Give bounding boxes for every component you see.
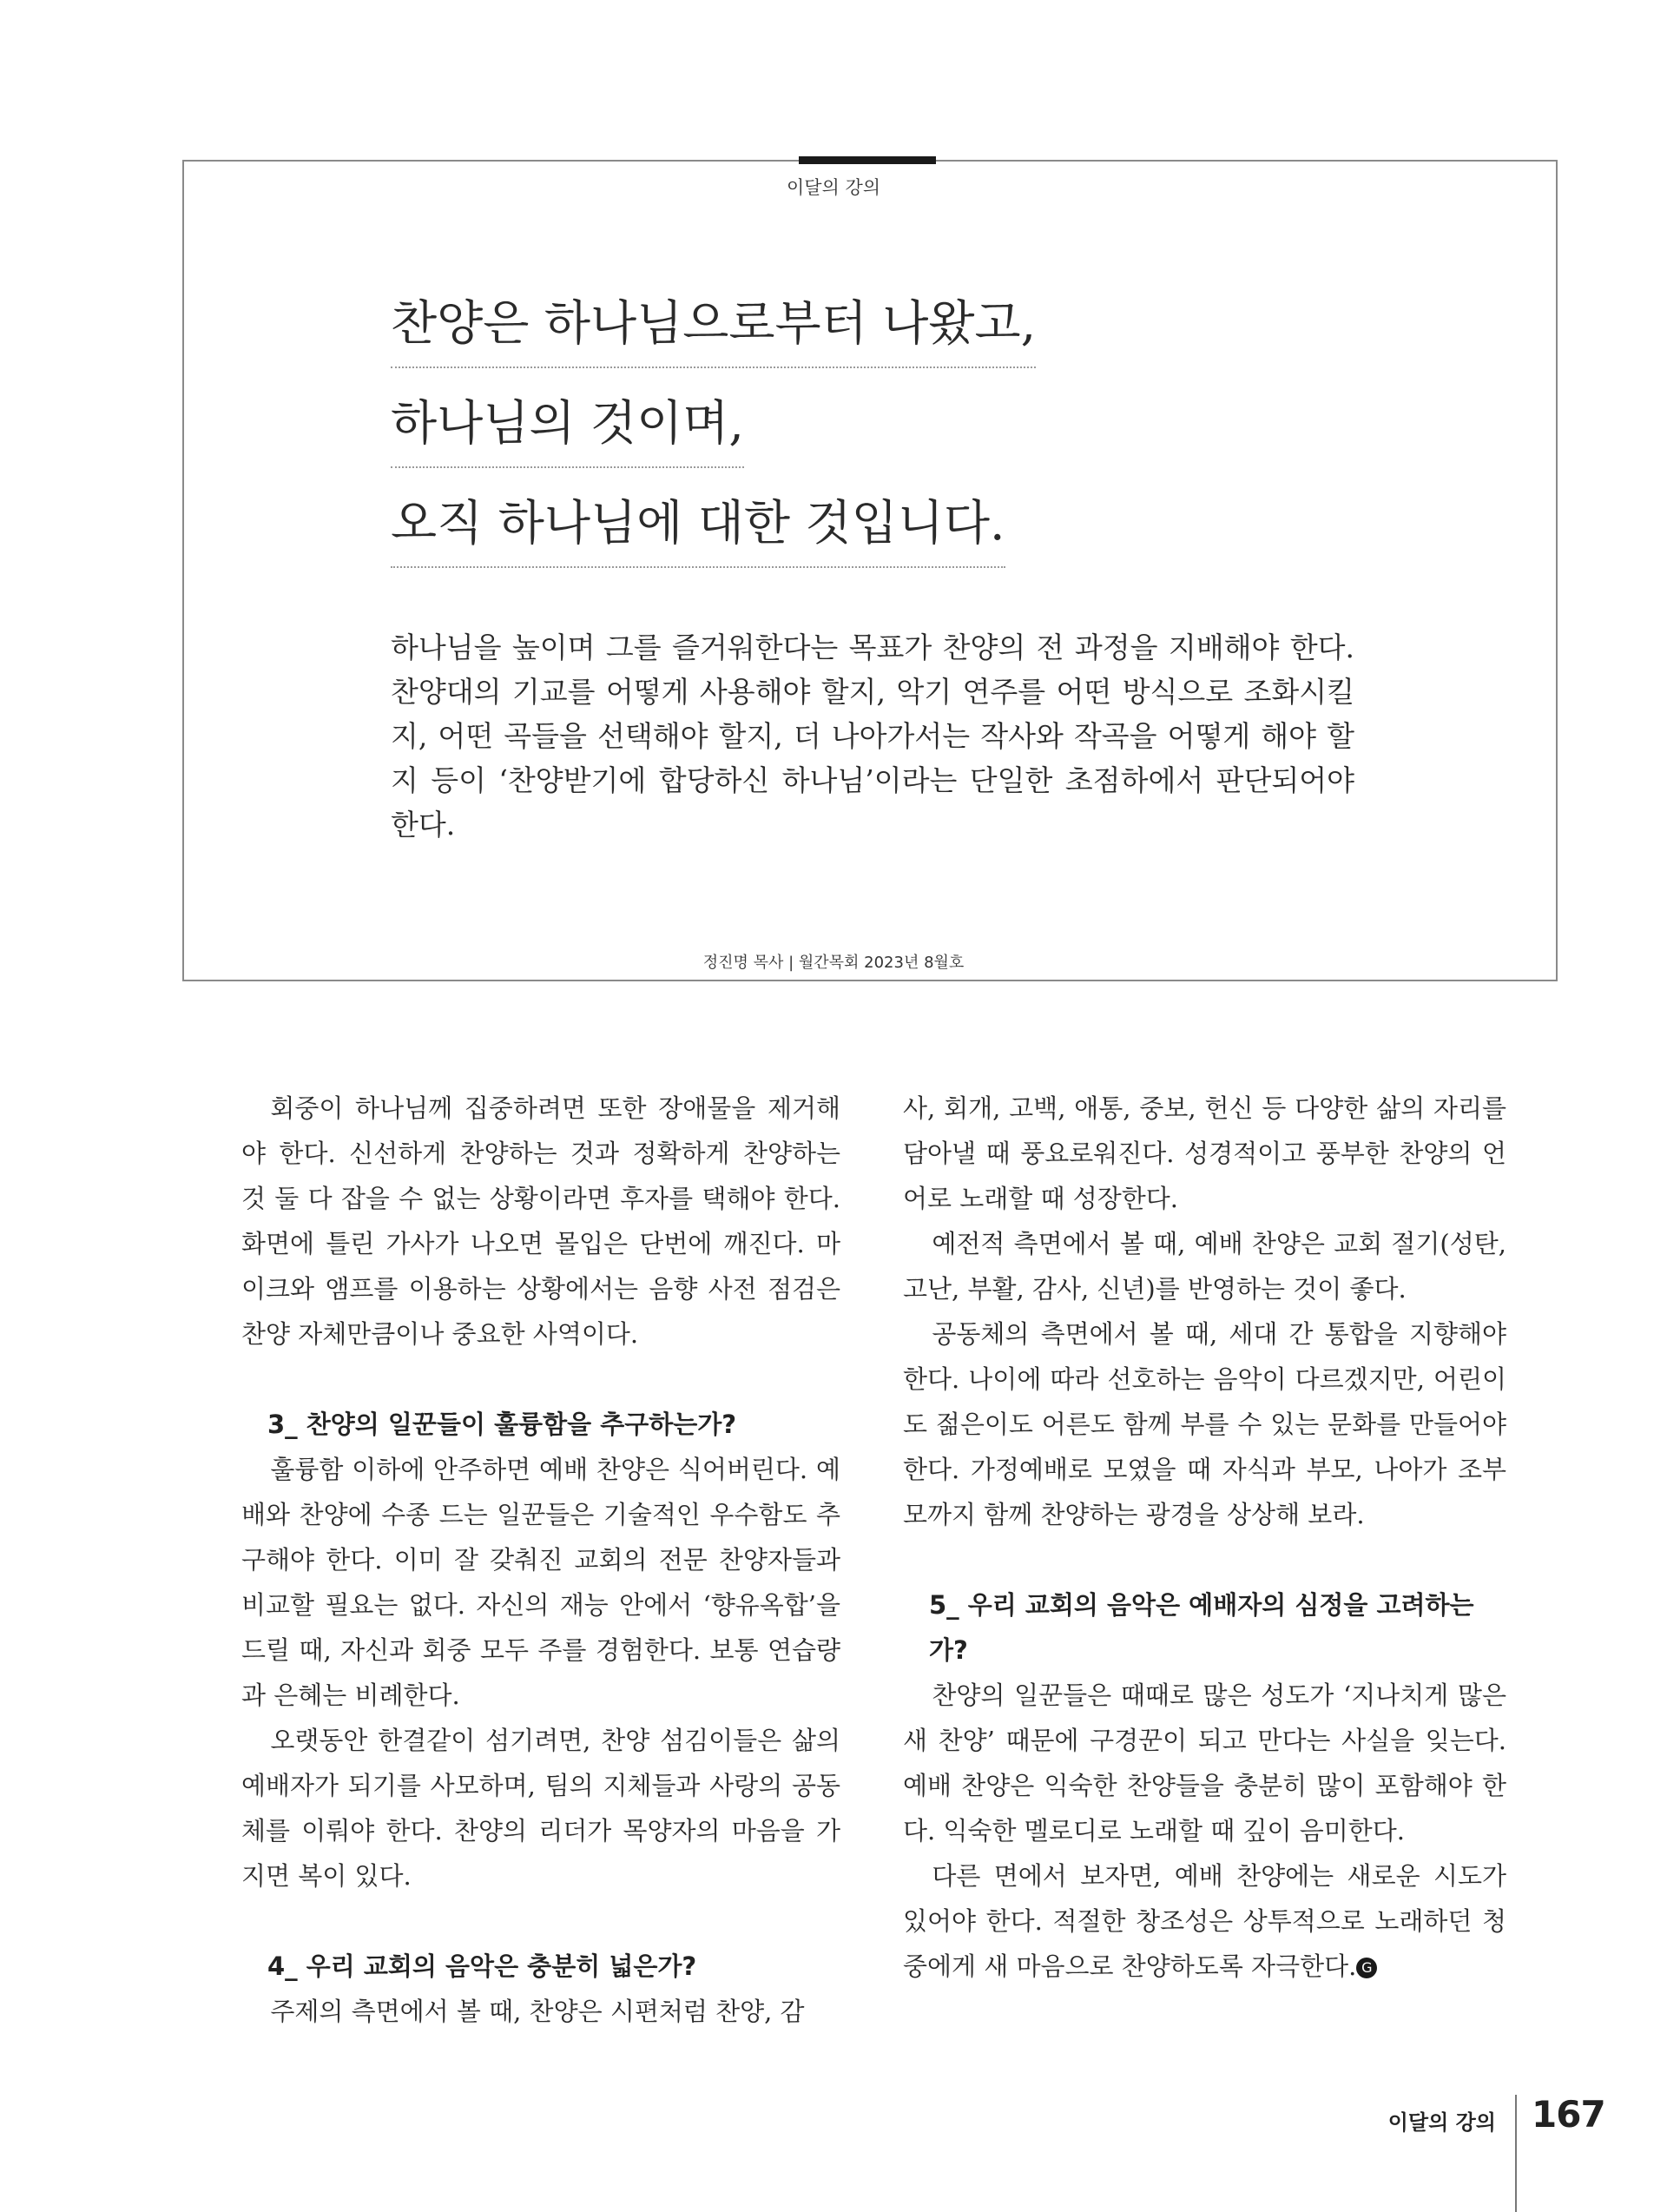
left-column: [241, 1086, 840, 2034]
headline-line-1: 찬양은 하나님으로부터 나왔고,: [391, 300, 1036, 368]
paragraph: 훌륭함 이하에 안주하면 예배 찬양은 식어버린다. 예배와 찬양에 수종 드는 일꾼들은 기술적인 우수함도 추구해야 한다. 이미 잘 갖춰진 교회의 전문 찬양자들과 비교할 필요는 없다. 자신의 재능 안에서 ‘향유옥합’을 드릴 때, 자신과 회중 모두 주를 경험한다. 보통 연습량과 은혜는 비례한다.: [241, 1455, 840, 1710]
paragraph: 주제의 측면에서 볼 때, 찬양은 시편처럼 찬양, 감: [270, 1997, 805, 2026]
paragraph-text: 다른 면에서 보자면, 예배 찬양에는 새로운 시도가 있어야 한다. 적절한 창조성은 상투적으로 노래하던 청중에게 새 마음으로 찬양하도록 자극한다.: [903, 1861, 1506, 1981]
footer-section-label: 이달의 강의: [1387, 2110, 1496, 2135]
source-credit: 정진명 목사 | 월간목회 2023년 8월호: [702, 954, 965, 972]
headline-line-2: 하나님의 것이며,: [391, 399, 744, 468]
paragraph: 사, 회개, 고백, 애통, 중보, 헌신 등 다양한 삶의 자리를 담아낼 때 풍요로워진다. 성경적이고 풍부한 찬양의 언어로 노래할 때 성장한다.: [903, 1093, 1506, 1213]
paragraph-final: [903, 1853, 1506, 1989]
paragraph: 오랫동안 한결같이 섬기려면, 찬양 섬김이들은 삶의 예배자가 되기를 사모하며, 팀의 지체들과 사랑의 공동체를 이뤄야 한다. 찬양의 리더가 목양자의 마음을 가지면 복이 있다.: [241, 1726, 840, 1891]
pull-quote: 하나님을 높이며 그를 즐거워한다는 목표가 찬양의 전 과정을 지배해야 한다. 찬양대의 기교를 어떻게 사용해야 할지, 악기 연주를 어떤 방식으로 조화시킬지, 어떤 곡들을 선택해야 할지, 더 나아가서는 작사와 작곡을 어떻게 해야 할지 등이 ‘찬양받기에 합당하신 하나님’이라는 단일한 초점하에서 판단되어야 한다.: [391, 631, 1354, 842]
headline: [391, 295, 1037, 599]
page-number: 167: [1532, 2093, 1605, 2136]
paragraph: 찬양의 일꾼들은 때때로 많은 성도가 ‘지나치게 많은 새 찬양’ 때문에 구경꾼이 되고 만다는 사실을 잊는다. 예배 찬양은 익숙한 찬양들을 충분히 많이 포함해야 한다. 익숙한 멜로디로 노래할 때 깊이 음미한다.: [903, 1680, 1506, 1846]
paragraph: 예전적 측면에서 볼 때, 예배 찬양은 교회 절기(성탄, 고난, 부활, 감사, 신년)를 반영하는 것이 좋다.: [903, 1229, 1506, 1304]
section-heading-3: 3_ 찬양의 일꾼들이 훌륭함을 추구하는가?: [267, 1410, 737, 1439]
end-mark-icon: G: [1356, 1958, 1377, 1978]
section-label: 이달의 강의: [786, 177, 881, 198]
right-column: [903, 1086, 1506, 1989]
headline-line-3: 오직 하나님에 대한 것입니다.: [391, 499, 1005, 568]
paragraph: 공동체의 측면에서 볼 때, 세대 간 통합을 지향해야 한다. 나이에 따라 선호하는 음악이 다르겠지만, 어린이도 젊은이도 어른도 함께 부를 수 있는 문화를 만들어야 한다. 가정예배로 모였을 때 자식과 부모, 나아가 조부모까지 함께 찬양하는 광경을 상상해 보라.: [903, 1319, 1506, 1529]
section-heading-5: 5_ 우리 교회의 음악은 예배자의 심정을 고려하는가?: [929, 1590, 1474, 1665]
section-tab-bar: [799, 156, 936, 164]
footer-divider: [1515, 2095, 1517, 2212]
paragraph: 회중이 하나님께 집중하려면 또한 장애물을 제거해야 한다. 신선하게 찬양하는 것과 정확하게 찬양하는 것 둘 다 잡을 수 없는 상황이라면 후자를 택해야 한다. 화면에 틀린 가사가 나오면 몰입은 단번에 깨진다. 마이크와 앰프를 이용하는 상황에서는 음향 사전 점검은 찬양 자체만큼이나 중요한 사역이다.: [241, 1093, 840, 1349]
section-heading-4: 4_ 우리 교회의 음악은 충분히 넓은가?: [267, 1951, 697, 1981]
